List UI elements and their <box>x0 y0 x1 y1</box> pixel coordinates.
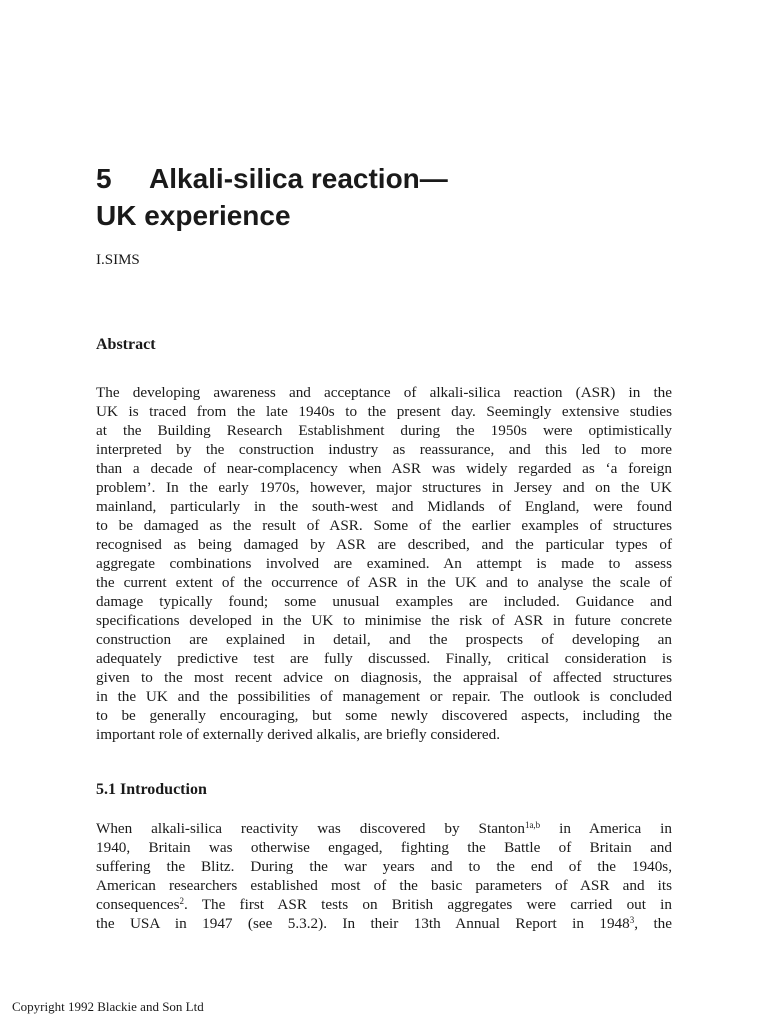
introduction-text: the USA in 1947 (see 5.3.2). In their 13th Annual Report in 1948 <box>96 915 630 932</box>
reference-superscript: 1a,b <box>524 820 541 830</box>
abstract-line: at the Building Research Establishment during the 1950s were optimistically <box>96 422 672 439</box>
introduction-line <box>96 914 672 933</box>
introduction-text: . The first ASR tests on British aggregates were carried out in <box>184 896 672 913</box>
abstract-line: given to the most recent advice on diagnosis, the appraisal of affected structures <box>96 669 672 686</box>
chapter-title-text-2: UK experience <box>96 200 291 231</box>
abstract-line: adequately predictive test are fully discussed. Finally, critical consideration is <box>96 650 672 667</box>
introduction-line <box>96 819 672 838</box>
introduction-text: , the <box>634 915 672 932</box>
author-name: I.SIMS <box>96 252 140 268</box>
chapter-title-text-1: Alkali-silica reaction— <box>149 163 448 194</box>
chapter-title <box>96 160 656 234</box>
introduction-line: 1940, Britain was otherwise engaged, fighting the Battle of Britain and <box>96 839 672 856</box>
abstract-line: mainland, particularly in the south-west and Midlands of England, were found <box>96 498 672 515</box>
reference-superscript: 3 <box>629 915 635 925</box>
abstract-line: to be damaged as the result of ASR. Some of the earlier examples of structures <box>96 517 672 534</box>
abstract-line: important role of externally derived alkalis, are briefly considered. <box>96 726 500 743</box>
abstract-line: in the UK and the possibilities of management or repair. The outlook is concluded <box>96 688 672 705</box>
abstract-body <box>96 383 672 744</box>
abstract-line: to be generally encouraging, but some newly discovered aspects, including the <box>96 707 672 724</box>
abstract-line: the current extent of the occurrence of ASR in the UK and to analyse the scale of <box>96 574 672 591</box>
chapter-title-line-1 <box>96 160 656 197</box>
introduction-line <box>96 895 672 914</box>
introduction-text: in America in <box>540 820 672 837</box>
abstract-line: The developing awareness and acceptance of alkali-silica reaction (ASR) in the <box>96 384 672 401</box>
abstract-line: interpreted by the construction industry as reassurance, and this led to more <box>96 441 672 458</box>
abstract-line: specifications developed in the UK to minimise the risk of ASR in future concrete <box>96 612 672 629</box>
abstract-line: construction are explained in detail, and the prospects of developing an <box>96 631 672 648</box>
introduction-text: When alkali-silica reactivity was discovered by Stanton <box>96 820 525 837</box>
abstract-line: aggregate combinations involved are examined. An attempt is made to assess <box>96 555 672 572</box>
abstract-line: than a decade of near-complacency when ASR was widely regarded as ‘a foreign <box>96 460 672 477</box>
introduction-line: American researchers established most of the basic parameters of ASR and its <box>96 877 672 894</box>
introduction-line: suffering the Blitz. During the war years and to the end of the 1940s, <box>96 858 672 875</box>
abstract-line: UK is traced from the late 1940s to the present day. Seemingly extensive studies <box>96 403 672 420</box>
introduction-text: consequences <box>96 896 180 913</box>
abstract-line: problem’. In the early 1970s, however, major structures in Jersey and on the UK <box>96 479 672 496</box>
copyright-notice: Copyright 1992 Blackie and Son Ltd <box>12 999 204 1014</box>
chapter-number: 5 <box>96 163 112 194</box>
abstract-line: recognised as being damaged by ASR are described, and the particular types of <box>96 536 672 553</box>
abstract-heading: Abstract <box>96 336 156 353</box>
introduction-body <box>96 819 672 933</box>
reference-superscript: 2 <box>179 896 184 906</box>
section-heading-introduction: 5.1 Introduction <box>96 781 207 798</box>
abstract-line: damage typically found; some unusual examples are included. Guidance and <box>96 593 672 610</box>
